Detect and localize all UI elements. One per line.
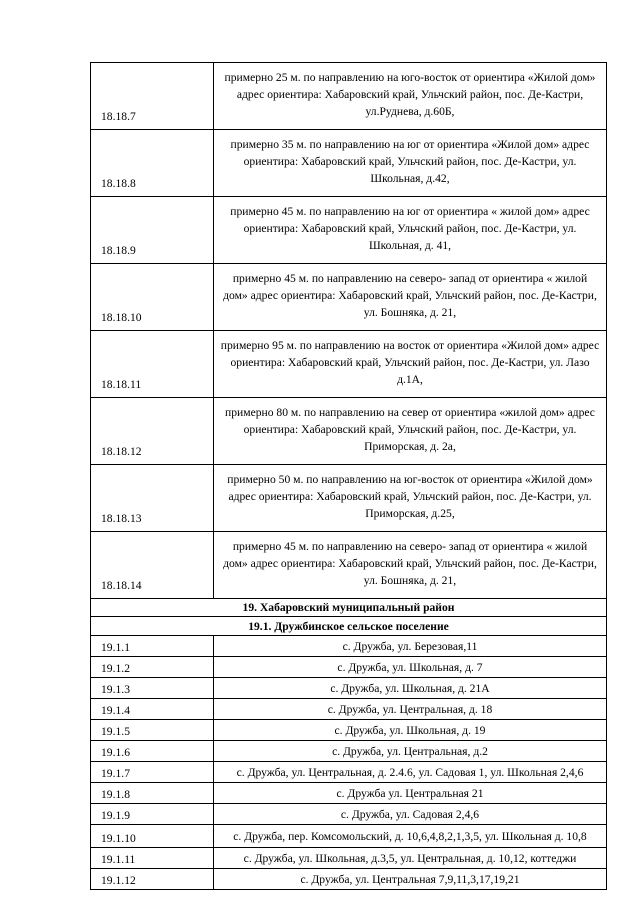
table-row: [91, 848, 607, 869]
row-address: примерно 45 м. по направлению на северо- запад от ориентира « жилой дом» адрес ориентира: Хабаровский край, Ульчский район, пос. Де-Кастри, ул. Бошняка, д. 21,: [214, 264, 607, 331]
table-row: [91, 657, 607, 678]
table-row: [91, 762, 607, 783]
table-row: [91, 825, 607, 848]
row-address: примерно 35 м. по направлению на юг от ориентира «Жилой дом» адрес ориентира: Хабаровский край, Ульчский район, пос. Де-Кастри, ул. Школьная, д.42,: [214, 130, 607, 197]
row-address: с. Дружба, ул. Центральная, д. 18: [214, 699, 607, 720]
row-address: с. Дружба ул. Центральная 21: [214, 783, 607, 804]
row-number: 19.1.10: [91, 825, 214, 848]
row-address: с. Дружба, ул. Центральная 7,9,11,3,17,19,21: [214, 869, 607, 890]
table-row: [91, 63, 607, 130]
row-number: 19.1.7: [91, 762, 214, 783]
registry-table: [90, 62, 607, 890]
subsection-heading: 19.1. Дружбинское сельское поселение: [91, 617, 607, 636]
table-row: [91, 331, 607, 398]
row-address: с. Дружба, ул. Школьная, д. 19: [214, 720, 607, 741]
row-number: 19.1.11: [91, 848, 214, 869]
table-row: [91, 197, 607, 264]
row-number: 18.18.7: [91, 63, 214, 130]
table-row: [91, 398, 607, 465]
row-address: примерно 45 м. по направлению на юг от ориентира « жилой дом» адрес ориентира: Хабаровский край, Ульчский район, пос. Де-Кастри, ул. Школьная, д. 41,: [214, 197, 607, 264]
table-row: [91, 130, 607, 197]
table-row: [91, 741, 607, 762]
section-heading: 19. Хабаровский муниципальный район: [91, 599, 607, 617]
section-heading-row: [91, 599, 607, 617]
row-address: с. Дружба, ул. Школьная, д.3,5, ул. Центральная, д. 10,12, коттеджи: [214, 848, 607, 869]
row-address: примерно 45 м. по направлению на северо- запад от ориентира « жилой дом» адрес ориентира: Хабаровский край, Ульчский район, пос. Де-Кастри, ул. Бошняка, д. 21,: [214, 532, 607, 599]
table-row: [91, 678, 607, 699]
table-row: [91, 783, 607, 804]
row-number: 19.1.5: [91, 720, 214, 741]
row-address: примерно 80 м. по направлению на север от ориентира «жилой дом» адрес ориентира: Хабаровский край, Ульчский район, пос. Де-Кастри, ул. Приморская, д. 2а,: [214, 398, 607, 465]
row-address: с. Дружба, ул. Березовая,11: [214, 636, 607, 657]
row-address: примерно 95 м. по направлению на восток от ориентира «Жилой дом» адрес ориентира: Хабаровский край, Ульчский район, пос. Де-Кастри, ул. Лазо д.1А,: [214, 331, 607, 398]
row-address: с. Дружба, ул. Центральная, д. 2.4.6, ул. Садовая 1, ул. Школьная 2,4,6: [214, 762, 607, 783]
row-address: примерно 50 м. по направлению на юг-восток от ориентира «Жилой дом» адрес ориентира: Хабаровский край, Ульчский район, пос. Де-Кастри, ул. Приморская, д.25,: [214, 465, 607, 532]
row-number: 19.1.6: [91, 741, 214, 762]
row-number: 19.1.8: [91, 783, 214, 804]
row-number: 18.18.13: [91, 465, 214, 532]
row-number: 18.18.12: [91, 398, 214, 465]
row-number: 18.18.8: [91, 130, 214, 197]
row-address: с. Дружба, ул. Школьная, д. 7: [214, 657, 607, 678]
row-address: с. Дружба, пер. Комсомольский, д. 10,6,4,8,2,1,3,5, ул. Школьная д. 10,8: [214, 825, 607, 848]
subsection-heading-row: [91, 617, 607, 636]
table-row: [91, 869, 607, 890]
row-number: 19.1.3: [91, 678, 214, 699]
row-address: с. Дружба, ул. Центральная, д.2: [214, 741, 607, 762]
row-number: 19.1.9: [91, 804, 214, 825]
table-row: [91, 264, 607, 331]
row-address: примерно 25 м. по направлению на юго-восток от ориентира «Жилой дом» адрес ориентира: Хабаровский край, Ульчский район, пос. Де-Кастри, ул.Руднева, д.60Б,: [214, 63, 607, 130]
row-number: 18.18.9: [91, 197, 214, 264]
table-row: [91, 532, 607, 599]
row-number: 19.1.4: [91, 699, 214, 720]
row-number: 18.18.10: [91, 264, 214, 331]
table-row: [91, 804, 607, 825]
row-number: 19.1.1: [91, 636, 214, 657]
table-row: [91, 699, 607, 720]
row-number: 18.18.11: [91, 331, 214, 398]
table-row: [91, 720, 607, 741]
row-number: 19.1.2: [91, 657, 214, 678]
table-row: [91, 465, 607, 532]
row-number: 18.18.14: [91, 532, 214, 599]
row-address: с. Дружба, ул. Школьная, д. 21А: [214, 678, 607, 699]
row-number: 19.1.12: [91, 869, 214, 890]
row-address: с. Дружба, ул. Садовая 2,4,6: [214, 804, 607, 825]
table-row: [91, 636, 607, 657]
